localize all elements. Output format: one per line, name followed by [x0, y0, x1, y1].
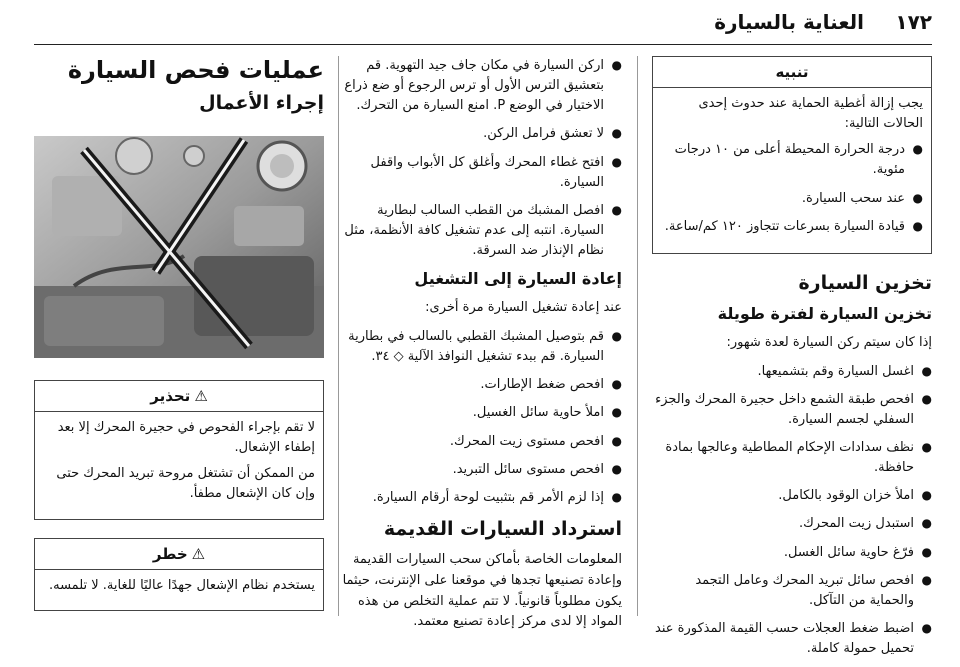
- list-item: ● افصل المشبك من القطب السالب لبطارية السيارة. انتبه إلى عدم تشغيل كافة الأنظمة، مثل نظام الإنذار ضد السرقة.: [332, 201, 622, 261]
- parking-list: [332, 56, 622, 261]
- list-item: ● فرّغ حاوية سائل الغسل.: [652, 543, 932, 563]
- storage-list: [652, 362, 932, 660]
- page-number: ١٧٢: [895, 10, 932, 34]
- list-item: ● اركن السيارة في مكان جاف جيد التهوية. قم بتعشيق الترس الأول أو ترس الرجوع أو ضع ذراع الاختيار في الوضع P. امنع السيارة من التحرك.: [332, 56, 622, 116]
- list-item: ● افحص مستوى سائل التبريد.: [332, 460, 622, 480]
- warning-box: [34, 380, 324, 520]
- column-divider-right: [637, 56, 638, 616]
- list-item: ● قيادة السيارة بسرعات تتجاوز ١٢٠ كم/ساعة.: [661, 217, 923, 237]
- checks-subheading: إجراء الأعمال: [199, 92, 324, 114]
- list-item: ● افحص مستوى زيت المحرك.: [332, 432, 622, 452]
- list-item: ● درجة الحرارة المحيطة أعلى من ١٠ درجات مئوية.: [661, 140, 923, 180]
- restart-heading: إعادة السيارة إلى التشغيل: [414, 269, 622, 289]
- restart-list: [332, 327, 622, 508]
- page-header: [0, 0, 960, 46]
- list-item: ● افحص ضغط الإطارات.: [332, 375, 622, 395]
- engine-compartment-photo: [34, 136, 324, 358]
- section-heading: تخزين السيارة: [798, 271, 932, 294]
- header-rule: [34, 44, 932, 45]
- left-column: [34, 56, 324, 629]
- list-item: ● افحص سائل تبريد المحرك وعامل التجمد والحماية من التآكل.: [652, 571, 932, 611]
- right-column: [652, 56, 932, 667]
- list-item: ● افحص طبقة الشمع داخل حجيرة المحرك والجزء السفلي لجسم السيارة.: [652, 390, 932, 430]
- notice-intro: يجب إزالة أغطية الحماية عند حدوث إحدى الحالات التالية:: [698, 96, 923, 132]
- warning-triangle-icon: ⚠: [194, 387, 208, 405]
- list-item: ● عند سحب السيارة.: [661, 189, 923, 209]
- danger-title: خطر: [152, 544, 188, 563]
- restart-intro: عند إعادة تشغيل السيارة مرة أخرى:: [425, 300, 622, 316]
- notice-box: [652, 56, 932, 254]
- list-item: ● افتح غطاء المحرك وأغلق كل الأبواب واقفل السيارة.: [332, 153, 622, 193]
- list-item: ● اغسل السيارة وقم بتشميعها.: [652, 362, 932, 382]
- danger-text: يستخدم نظام الإشعال جهدًا عاليًا للغاية. لا تلمسه.: [48, 577, 315, 593]
- recycle-text: المعلومات الخاصة بأماكن سحب السيارات القديمة وإعادة تصنيعها تجدها في موقعنا على الإنترنت، حيثما يكون مطلوباً قانونياً. لا تتم عملية التخلص من هذه المواد إلا لدى مركز إعادة تصنيع معتمد.: [342, 552, 622, 630]
- list-item: ● املأ حاوية سائل الغسيل.: [332, 403, 622, 423]
- list-item: ● إذا لزم الأمر قم بتثبيت لوحة أرقام السيارة.: [332, 488, 622, 508]
- notice-list: [661, 140, 923, 237]
- warning-triangle-icon: ⚠: [191, 544, 206, 563]
- recycle-heading: استرداد السيارات القديمة: [383, 518, 622, 541]
- warning-text: من الممكن أن تشتغل مروحة تبريد المحرك حتى وإن كان الإشعال مطفأ.: [56, 466, 315, 502]
- notice-title: تنبيه: [653, 57, 931, 88]
- section-title: العناية بالسيارة: [714, 10, 864, 34]
- middle-column: [332, 56, 622, 641]
- list-item: ● قم بتوصيل المشبك القطبي بالسالب في بطارية السيارة. قم ببدء تشغيل النوافذ الآلية ◇ ٣٤.: [332, 327, 622, 367]
- list-item: ● استبدل زيت المحرك.: [652, 514, 932, 534]
- subsection-heading: تخزين السيارة لفترة طويلة: [717, 303, 932, 323]
- list-item: ● نظف سدادات الإحكام المطاطية وعالجها بمادة حافظة.: [652, 438, 932, 478]
- list-item: ● املأ خزان الوقود بالكامل.: [652, 486, 932, 506]
- storage-intro: إذا كان سيتم ركن السيارة لعدة شهور:: [726, 334, 932, 350]
- warning-title: تحذير: [150, 387, 191, 405]
- checks-heading: عمليات فحص السيارة: [67, 56, 324, 84]
- list-item: ● لا تعشق فرامل الركن.: [332, 124, 622, 144]
- warning-text: لا تقم بإجراء الفحوص في حجيرة المحرك إلا بعد إطفاء الإشعال.: [57, 420, 315, 456]
- danger-box: [34, 538, 324, 611]
- list-item: ● اضبط ضغط العجلات حسب القيمة المذكورة عند تحميل حمولة كاملة.: [652, 619, 932, 659]
